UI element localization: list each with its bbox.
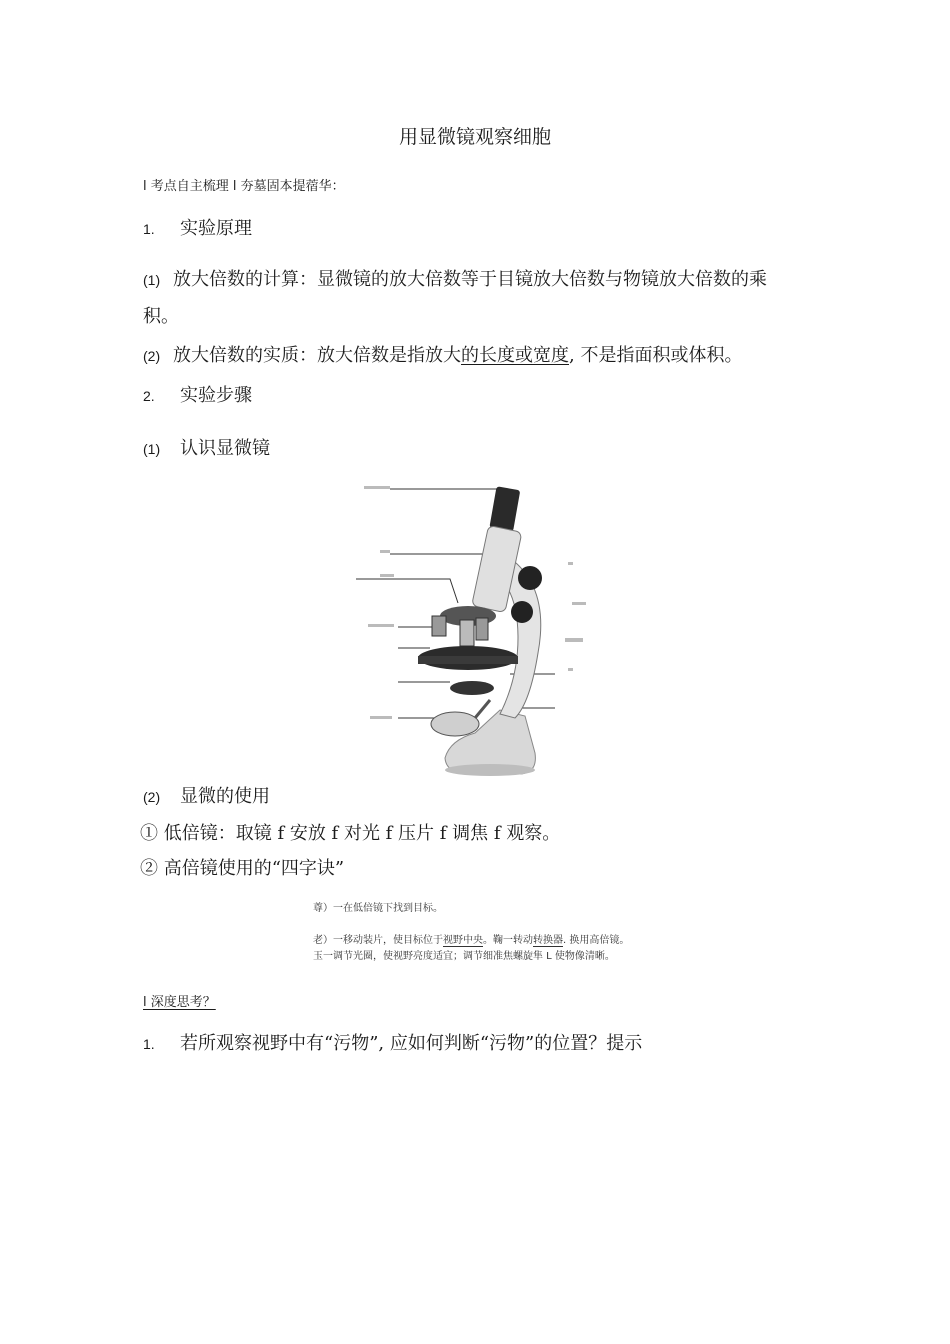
list-item-low-power	[140, 819, 560, 845]
circled-number: ②	[140, 858, 158, 879]
item-number: (2)	[143, 348, 161, 364]
heading-number: 2.	[143, 388, 155, 404]
paragraph-continuation: 积。	[143, 306, 179, 327]
microscope-icon	[350, 478, 600, 778]
subheading-text: 显微的使用	[180, 786, 270, 807]
item-number: (1)	[143, 441, 161, 457]
question-text: 若所观察视野中有“污物”, 应如何判断“污物”的位置？提示	[180, 1033, 643, 1054]
subheading-microscope-use	[143, 782, 270, 808]
rule-text: 老）一移动装片，使目标位于	[313, 935, 443, 946]
section-header-review: l 考点自主梳理 l 夯墓固本提蓿华：	[143, 179, 345, 194]
paragraph-text: 放大倍数的实质：放大倍数是指放大	[173, 345, 461, 366]
heading-principle	[143, 214, 252, 240]
heading-text: 实验步骤	[180, 385, 252, 406]
paragraph-text-tail: , 不是指面积或体积。	[569, 345, 743, 366]
microscope-illustration	[350, 478, 600, 778]
question-1	[143, 1029, 642, 1055]
circled-number: ①	[140, 823, 158, 844]
heading-text: 实验原理	[180, 218, 252, 239]
item-number: (1)	[143, 272, 161, 288]
page-title: 用显微镜观察细胞	[398, 126, 551, 148]
rule-adjust: 玉一调节光圈，使视野亮度适宜；调节细准焦螺旋隼 L 使物像清晰。	[313, 951, 615, 962]
underlined-text: 视野中央	[443, 935, 483, 946]
heading-steps	[143, 381, 252, 407]
subheading-text: 认识显微镜	[180, 438, 270, 459]
question-number: 1.	[143, 1036, 155, 1052]
list-item-text: 高倍镜使用的“四字诀”	[163, 858, 345, 879]
list-item-text: 低倍镜：取镜 f 安放 f 对光 f 压片 f 调焦 f 观察。	[163, 823, 561, 844]
paragraph-magnification-calc	[143, 265, 767, 291]
rule-move	[313, 931, 629, 946]
rule-find: 尊）一在低倍镜下找到目标。	[313, 903, 443, 914]
list-item-high-power	[140, 854, 344, 880]
section-header-deep-thinking: l 深度思考？	[143, 995, 216, 1010]
underlined-text: 的长度或宽度	[461, 345, 569, 366]
paragraph-magnification-essence	[143, 341, 742, 367]
rule-text: . 换用高倍镜。	[563, 935, 630, 946]
item-number: (2)	[143, 789, 161, 805]
heading-number: 1.	[143, 221, 155, 237]
underlined-text: 转换器	[533, 935, 563, 946]
subheading-know-microscope	[143, 434, 270, 460]
rule-text: 。鞠一转动	[483, 935, 533, 946]
paragraph-text: 放大倍数的计算：显微镜的放大倍数等于目镜放大倍数与物镜放大倍数的乘	[173, 269, 767, 290]
